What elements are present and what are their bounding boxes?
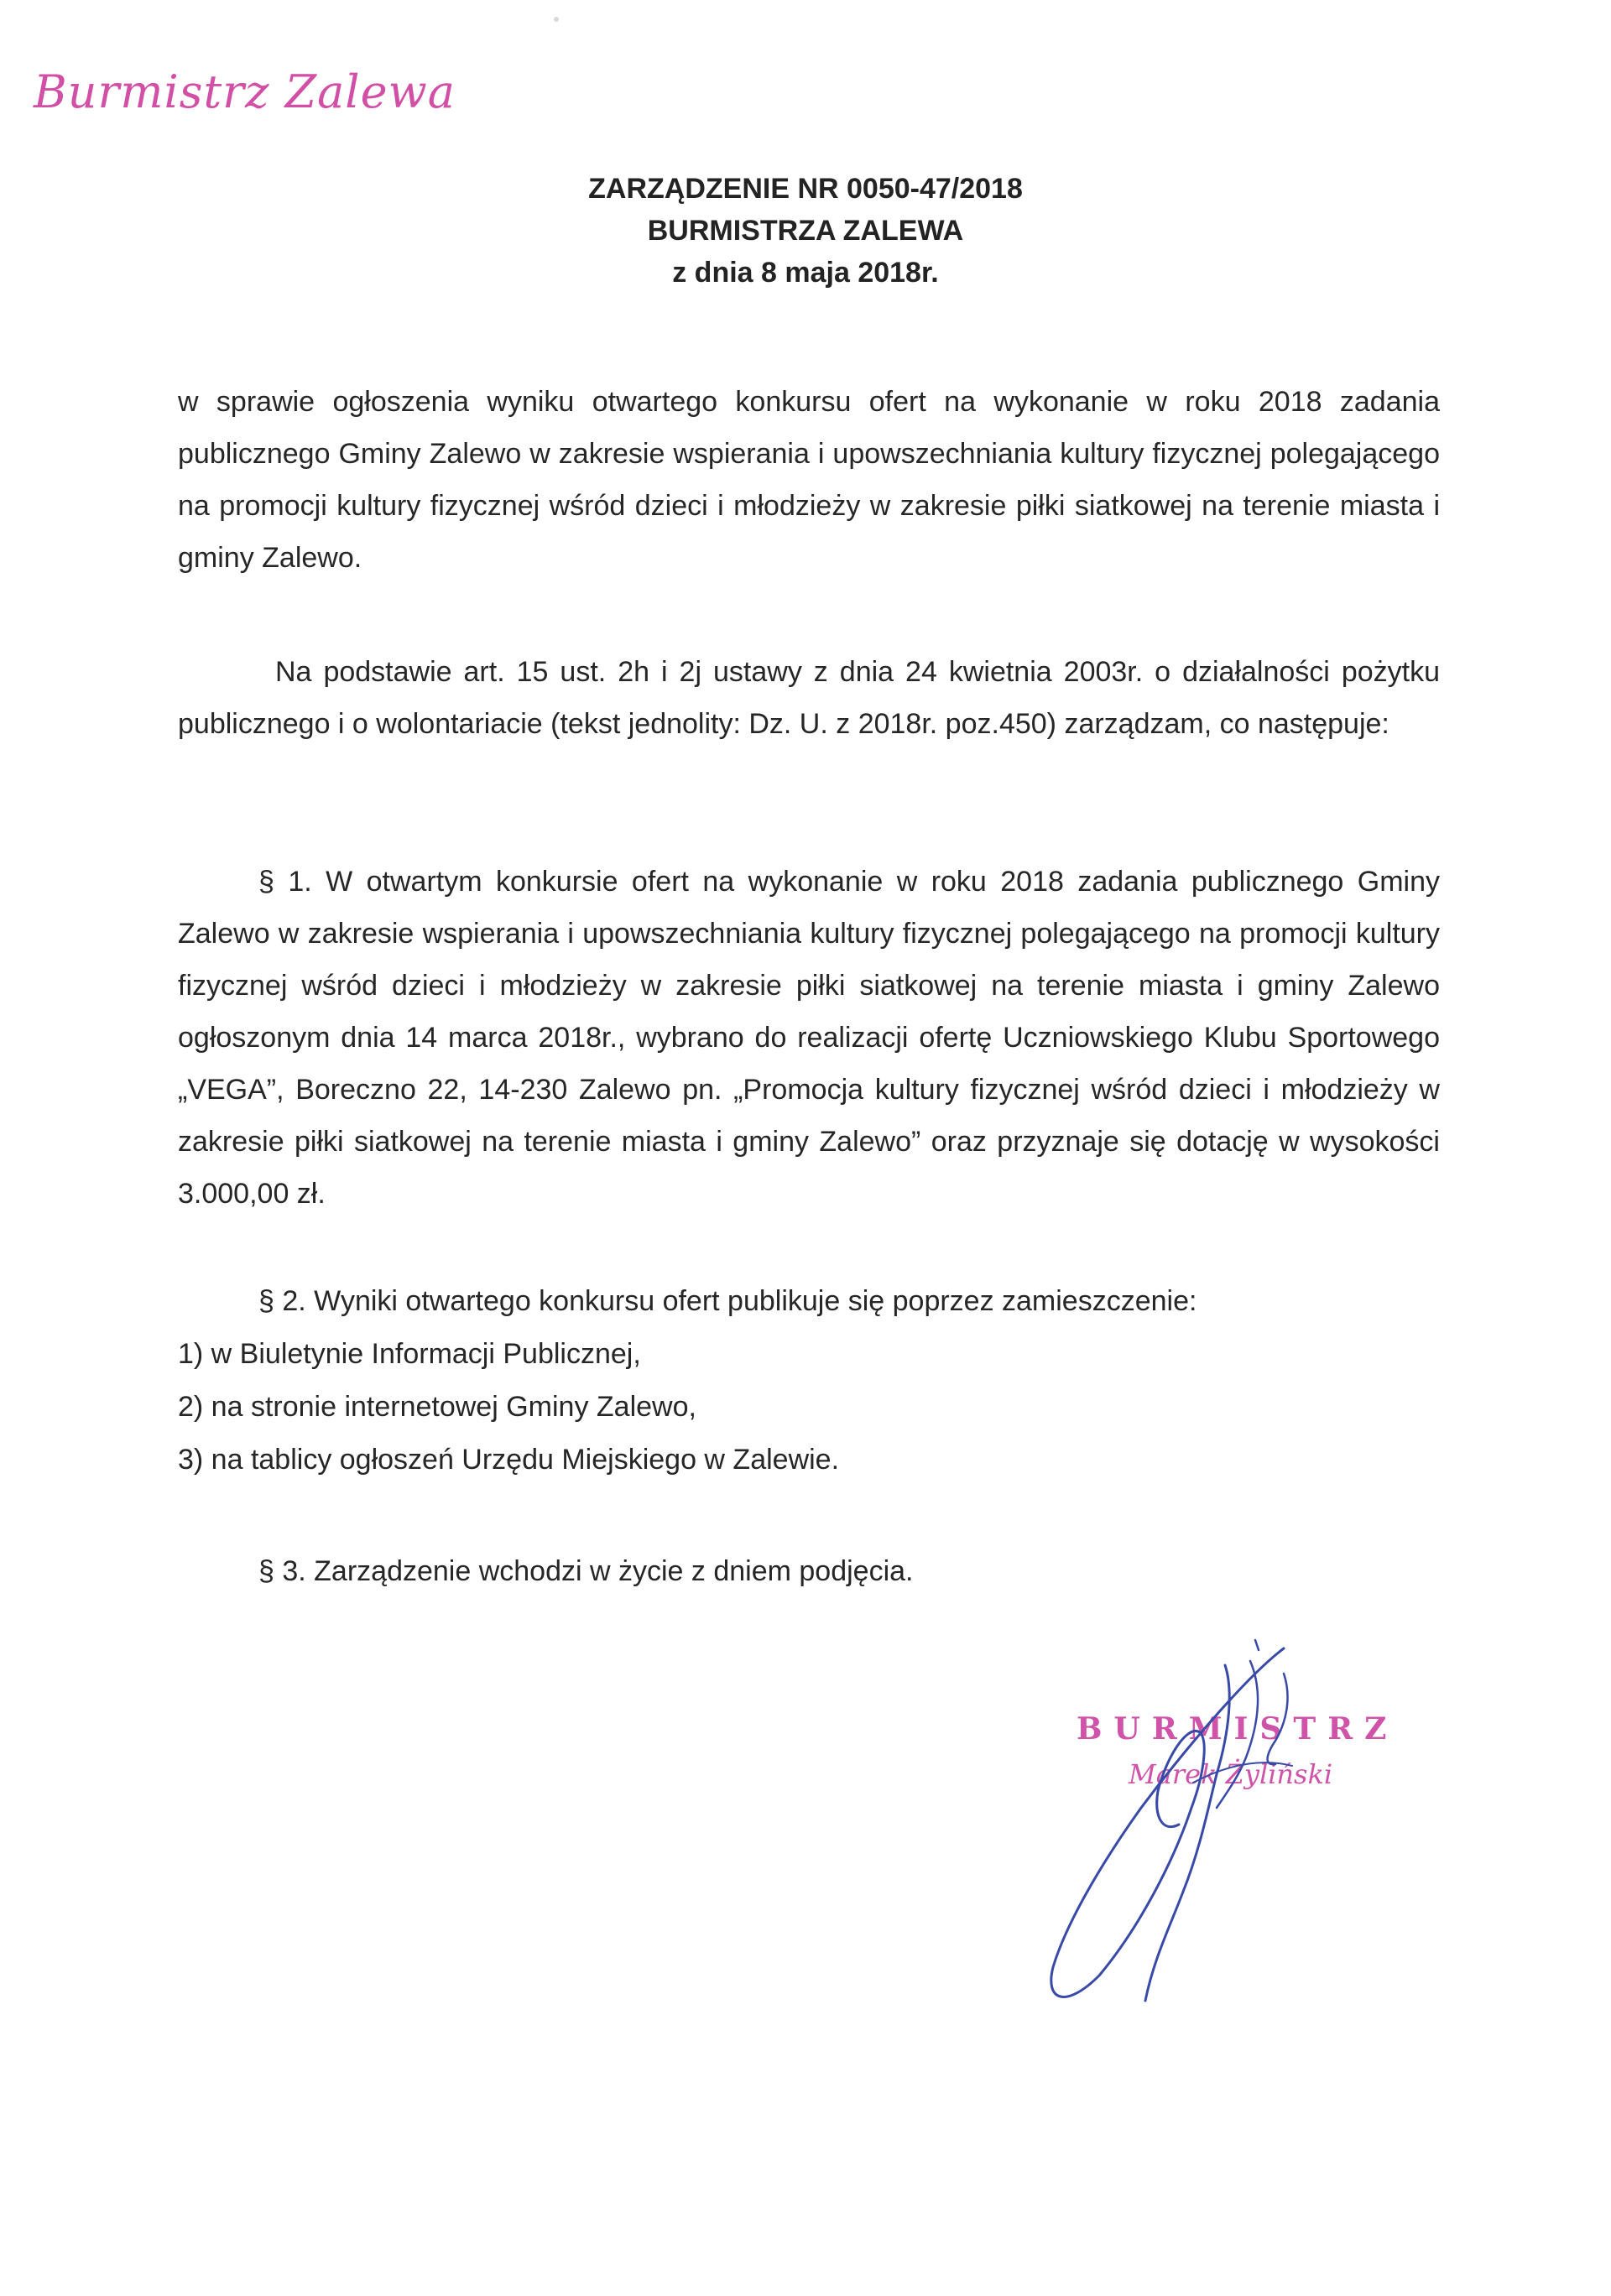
- stamp-title: BURMISTRZ: [1077, 1711, 1399, 1747]
- ordinance-number: ZARZĄDZENIE NR 0050-47/2018: [588, 173, 1023, 205]
- letterhead-logo: Burmistrz Zalewa: [34, 65, 456, 118]
- issue-date: z dnia 8 maja 2018r.: [672, 257, 939, 289]
- legal-basis-paragraph: Na podstawie art. 15 ust. 2h i 2j ustawy z dnia 24 kwietnia 2003r. o działalności pożytku publicznego i o wolontariacie (tekst jednolity: Dz. U. z 2018r. poz.450) zarządzam, co następuje:: [178, 656, 1440, 740]
- issuer: BURMISTRZA ZALEWA: [647, 215, 964, 247]
- section-1-paragraph: § 1. W otwartym konkursie ofert na wykonanie w roku 2018 zadania publicznego Gminy Zalewo w zakresie wspierania i upowszechniania kultury fizycznej polegającego na promocji kultury fizycznej wśród dzieci i młodzieży w zakresie piłki siatkowej na terenie miasta i gminy Zalewo ogłoszonym dnia 14 marca 2018r., wybrano do realizacji ofertę Uczniowskiego Klubu Sportowego „VEGA”, Boreczno 22, 14-230 Zalewo pn. „Promocja kultury fizycznej wśród dzieci i młodzieży w zakresie piłki siatkowej na terenie miasta i gminy Zalewo” oraz przyznaje się dotację w wysokości 3.000,00 zł.: [178, 866, 1440, 1210]
- section-2-intro: § 2. Wyniki otwartego konkursu ofert publikuje się poprzez zamieszczenie:: [258, 1285, 1197, 1317]
- subject-paragraph: w sprawie ogłoszenia wyniku otwartego konkursu ofert na wykonanie w roku 2018 zadania publicznego Gminy Zalewo w zakresie wspierania i upowszechniania kultury fizycznej polegającego na promocji kultury fizycznej wśród dzieci i młodzieży w zakresie piłki siatkowej na terenie miasta i gminy Zalewo.: [178, 386, 1440, 574]
- list-item: 2) na stronie internetowej Gminy Zalewo,: [178, 1391, 696, 1423]
- stamp-name: Marek Żyliński: [1129, 1758, 1333, 1790]
- section-3-paragraph: § 3. Zarządzenie wchodzi w życie z dniem podjęcia.: [258, 1555, 914, 1587]
- scan-speck: [554, 17, 559, 22]
- handwritten-signature: [973, 1640, 1410, 2034]
- document-header: [0, 168, 1611, 294]
- list-item: 1) w Biuletynie Informacji Publicznej,: [178, 1338, 641, 1370]
- section-2-block: [178, 1275, 1440, 1486]
- list-item: 3) na tablicy ogłoszeń Urzędu Miejskiego w Zalewie.: [178, 1444, 840, 1476]
